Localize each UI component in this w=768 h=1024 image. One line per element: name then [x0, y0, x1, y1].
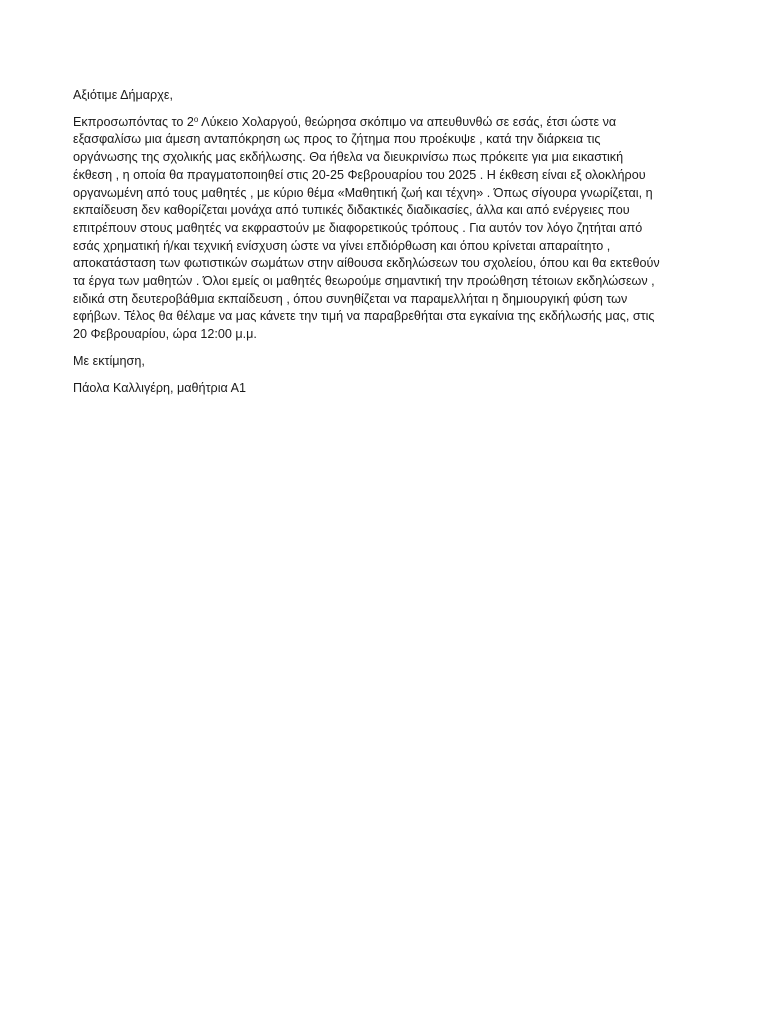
ordinal-superscript: ο — [193, 114, 199, 124]
signature: Πάολα Καλλιγέρη, μαθήτρια Α1 — [73, 380, 246, 395]
salutation: Αξιότιμε Δήμαρχε, — [73, 88, 173, 102]
main-paragraph — [73, 114, 695, 344]
letter-body — [73, 87, 695, 406]
closing: Με εκτίμηση, — [73, 353, 145, 368]
paragraph-text: Λύκειο Χολαργού, θεώρησα σκόπιμο να απευθυνθώ σε εσάς, έτσι ώστε να εξασφαλίσω μια άμεση ανταπόκρηση ως προς το ζήτημα που προέκυψε , κατά την διάρκεια τις οργάνωσης της σχολικής μας εκδήλωσης. Θα ήθελα να διευκρινίσω πως πρόκειτε για μια εικαστική έκθεση , η οποία θα πραγματοποιηθεί στις 20-25 Φεβρουαρίου του 2025 . Η έκθεση είναι εξ ολοκλήρου οργανωμένη από τους μαθητές , με κύριο θέμα «Μαθητική ζωή και τέχνη» . Όπως σίγουρα γνωρίζεται, η εκπαίδευση δεν καθορίζεται μονάχα από τυπικές διδακτικές διαδικασίες, άλλα και από ενέργειες που επιτρέπουν στους μαθητές να εκφραστούν με διαφορετικούς τρόπους . Για αυτόν τον λόγο ζητήται από εσάς χρηματική ή/και τεχνική ενίσχυση ώστε να γίνει επδιόρθωση και όπου κρίνεται απαραίτητο , αποκατάσταση των φωτιστικών σωμάτων στην αίθουσα εκδηλώσεων του σχολείου, όπου και θα εκτεθούν τα έργα των μαθητών . Όλοι εμείς οι μαθητές θεωρούμε σημαντική την προώθηση τέτοιων εκδηλώσεων , ειδικά στη δευτεροβάθμια εκπαίδευση , όπου συνηθίζεται να παραμελλήται η δημιουργική φύση των εφήβων. Τέλος θα θέλαμε να μας κάνετε την τιμή να παραβρεθήται στα εγκαίνια της εκδήλωσής μας, στις 20 Φεβρουαρίου, ώρα 12:00 μ.μ. — [73, 114, 660, 342]
paragraph-opening: Εκπροσωπόντας το 2 — [73, 114, 194, 129]
